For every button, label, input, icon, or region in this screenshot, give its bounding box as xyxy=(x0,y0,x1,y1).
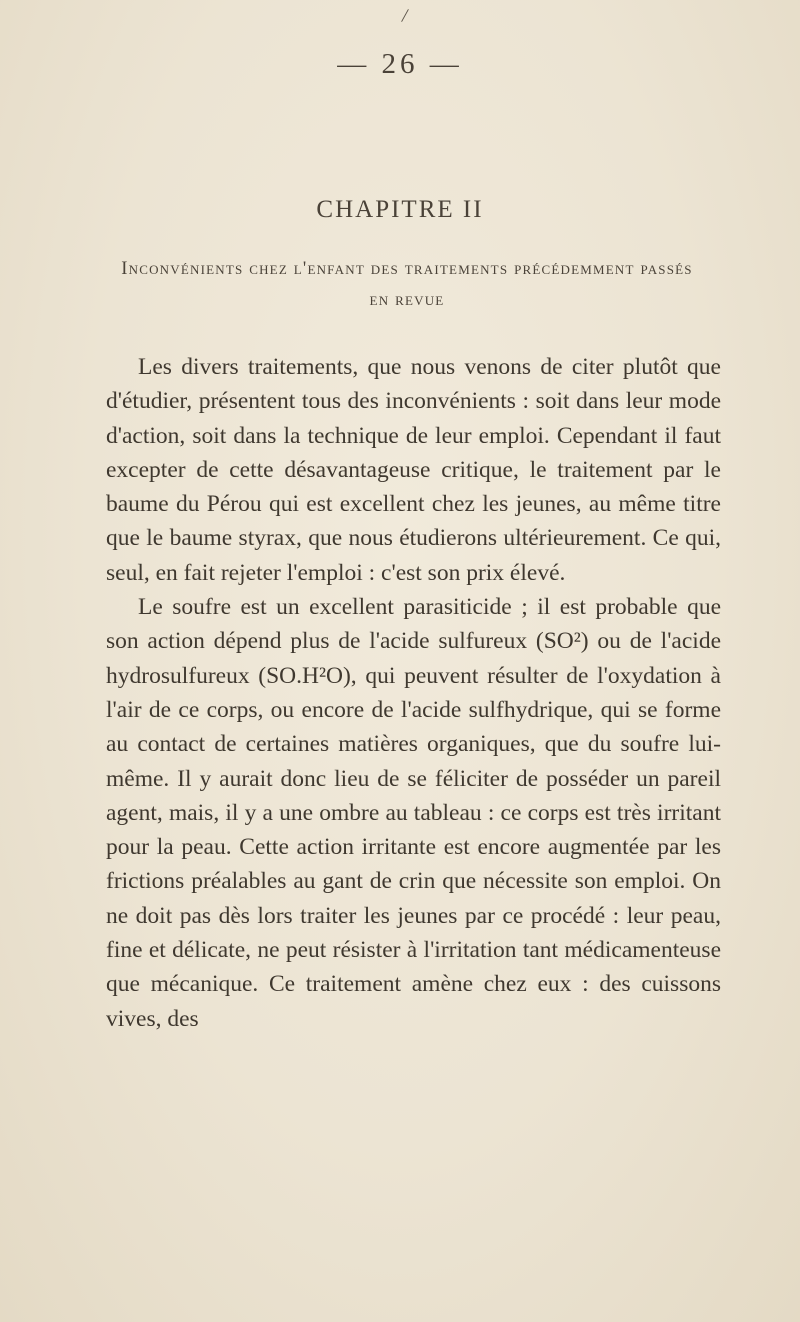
chapter-subtitle: Inconvénients chez l'enfant des traitements précédemment passés en revue xyxy=(121,259,693,310)
paragraph: Les divers traitements, que nous venons de citer plutôt que d'étudier, présentent tous des inconvénients : soit dans leur mode d'action, soit dans la technique de leur emploi. Cependant il faut excepter de cette désavantageuse critique, le traitement par le baume du Pérou qui est excellent chez les jeunes, au même titre que le baume styrax, que nous étudierons ultérieurement. Ce qui, seul, en fait rejeter l'emploi : c'est son prix élevé. xyxy=(106,354,721,586)
chapter-title: CHAPITRE II xyxy=(316,196,484,223)
body-text xyxy=(106,350,721,1036)
page-number: — 26 — xyxy=(337,48,463,80)
margin-mark: / xyxy=(400,4,410,28)
paragraph: Le soufre est un excellent parasiticide ; il est probable que son action dépend plus de l'acide sulfureux (SO²) ou de l'acide hydrosulfureux (SO.H²O), qui peuvent résulter de l'oxydation à l'air de ce corps, ou encore de l'acide sulfhydrique, qui se forme au contact de certaines matières organiques, que du soufre lui-même. Il y aurait donc lieu de se féliciter de posséder un pareil agent, mais, il y a une ombre au tableau : ce corps est très irritant pour la peau. Cette action irritante est encore augmentée par les frictions préalables au gant de crin que nécessite son emploi. On ne doit pas dès lors traiter les jeunes par ce procédé : leur peau, fine et délicate, ne peut résister à l'irritation tant médicamenteuse que mécanique. Ce traitement amène chez eux : des cuissons vives, des xyxy=(106,594,721,1032)
